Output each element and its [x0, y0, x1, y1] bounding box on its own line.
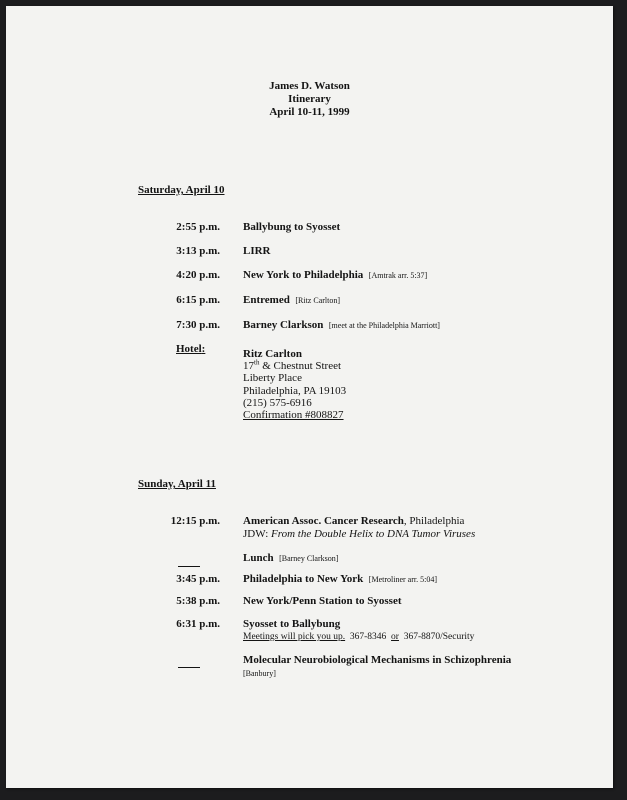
sun-entry-2 [243, 552, 338, 565]
sat-entry-5-note: [meet at the Philadelphia Marriott] [328, 321, 440, 330]
sun-entry-4 [243, 595, 402, 608]
sat-entry-5 [243, 319, 440, 332]
hotel-confirmation: Confirmation #808827 [243, 409, 344, 422]
sun-entry-5 [243, 618, 474, 644]
hotel-block [243, 348, 346, 421]
hotel-name: Ritz Carlton [243, 348, 302, 360]
sun-entry-1-talk-title: From the Double Helix to DNA Tumor Viruses [271, 528, 476, 540]
itinerary-dates: April 10-11, 1999 [269, 106, 350, 118]
sun-entry-1-prefix: JDW: [243, 528, 272, 540]
sat-entry-3 [243, 269, 427, 282]
document-page [6, 6, 613, 788]
sun-entry-2-note: [Barney Clarkson] [279, 554, 339, 563]
sat-entry-4 [243, 294, 340, 307]
sun-entry-5-phone-2: 367-8870/Security [403, 632, 475, 642]
sat-entry-2-title: LIRR [243, 245, 271, 257]
sun-time-blank-2 [178, 667, 200, 668]
sun-entry-5-title: Syosset to Ballybung [243, 618, 341, 630]
sat-entry-2 [243, 245, 271, 258]
sun-entry-1-title: American Assoc. Cancer Research [243, 515, 404, 527]
itinerary-header [6, 80, 613, 119]
hotel-place: Liberty Place [243, 372, 302, 385]
sat-entry-5-title: Barney Clarkson [243, 319, 324, 331]
sat-entry-3-title: New York to Philadelphia [243, 269, 364, 281]
sunday-heading: Sunday, April 11 [138, 478, 216, 490]
sat-time-4: 6:15 p.m. [176, 294, 220, 306]
hotel-city: Philadelphia, PA 19103 [243, 384, 347, 397]
hotel-label-text: Hotel [176, 343, 202, 355]
sun-entry-5-or: or [391, 632, 399, 642]
sun-entry-5-meetings: Meetings will pick you up. [243, 632, 346, 642]
hotel-street-suffix: th [254, 358, 260, 367]
sat-time-2: 3:13 p.m. [176, 245, 220, 257]
sat-entry-4-title: Entremed [243, 294, 290, 306]
hotel-label: Hotel: [176, 343, 206, 355]
sun-time-4: 5:38 p.m. [176, 595, 220, 607]
hotel-street-name: & Chestnut Street [259, 360, 342, 373]
sat-entry-3-note: [Amtrak arr. 5:37] [368, 271, 428, 280]
sun-time-blank-1 [178, 566, 200, 567]
sun-entry-3-title: Philadelphia to New York [243, 573, 364, 585]
document-type: Itinerary [288, 93, 331, 105]
sun-entry-3 [243, 573, 437, 586]
sat-time-1: 2:55 p.m. [176, 221, 220, 233]
sun-entry-3-note: [Metroliner arr. 5:04] [368, 575, 437, 584]
sat-entry-1 [243, 221, 340, 234]
sun-entry-1-location: , Philadelphia [403, 515, 465, 527]
sat-entry-4-note: [Ritz Carlton] [295, 296, 341, 305]
sun-entry-2-title: Lunch [243, 552, 274, 564]
traveler-name: James D. Watson [269, 80, 350, 92]
sat-entry-1-title: Ballybung to Syosset [243, 221, 341, 233]
sat-time-5: 7:30 p.m. [176, 319, 220, 331]
sun-entry-5-phone-1: 367-8346 [349, 632, 387, 642]
saturday-heading: Saturday, April 10 [138, 184, 225, 196]
hotel-phone: (215) 575-6916 [243, 396, 312, 409]
sun-time-3: 3:45 p.m. [176, 573, 220, 585]
sat-time-3: 4:20 p.m. [176, 269, 220, 281]
sun-entry-6-title: Molecular Neurobiological Mechanisms in Schizophrenia [243, 654, 512, 666]
sun-entry-4-title: New York/Penn Station to Syosset [243, 595, 402, 607]
sun-time-1: 12:15 p.m. [170, 515, 220, 527]
sun-time-5: 6:31 p.m. [176, 618, 220, 630]
sun-entry-1 [243, 515, 475, 541]
sun-entry-6-note: [Banbury] [243, 669, 276, 678]
sun-entry-6 [243, 654, 511, 680]
hotel-street-number: 17 [243, 360, 254, 373]
hotel-street [243, 360, 346, 372]
